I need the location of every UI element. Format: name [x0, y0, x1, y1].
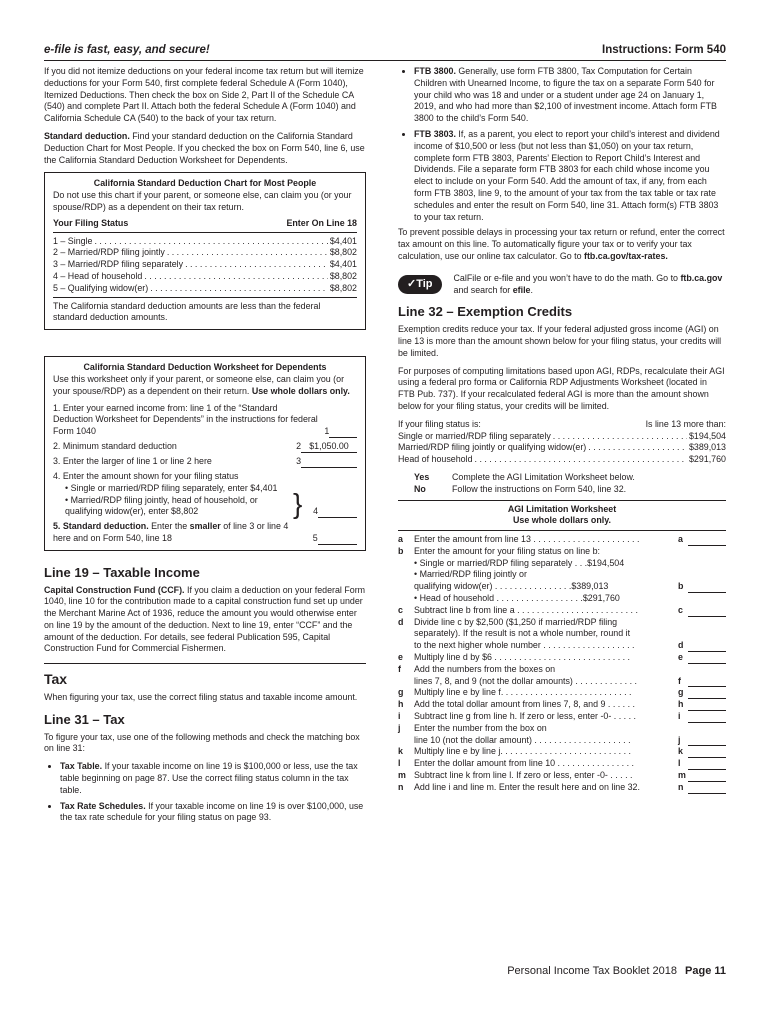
agi-entry-field[interactable]: [688, 534, 726, 546]
tax-heading: Tax: [44, 671, 68, 688]
right-column: [398, 66, 726, 794]
agi-entry-field[interactable]: [688, 746, 726, 758]
line-3-field[interactable]: [301, 456, 357, 468]
chart-footnote: The California standard deduction amounts are less than the federal standard deduction amounts.: [53, 300, 321, 323]
tax-rate-schedules-item: • Tax Rate Schedules. If your taxable income on line 19 is over $100,000, use the tax rate schedule for your filing status on page 93.: [60, 801, 366, 825]
agi-entry-field[interactable]: [688, 581, 726, 593]
status-row: Head of household . . . $291,760: [398, 454, 726, 466]
worksheet-line-4: 4. Enter the amount shown for your filing status: [53, 470, 239, 481]
tax-rates-link[interactable]: ftb.ca.gov/tax-rates.: [584, 250, 668, 261]
agi-entry-field: [688, 628, 726, 640]
chart-row: 4 – Head of household . . . $8,802: [53, 271, 357, 283]
line-19-heading: Line 19 – Taxable Income: [44, 564, 200, 580]
agi-worksheet-line: separately). If the result is not a whole number, round it: [398, 628, 726, 640]
agi-worksheet-line: j Enter the number from the box on: [398, 723, 726, 735]
status-row: Married/RDP filing jointly or qualifying widow(er) . . . $389,013: [398, 442, 726, 454]
ftb3800-item: • FTB 3800. Generally, use form FTB 3800, Tax Computation for Certain Children with Unearned Income, to figure the tax on a separate Form 540 for your child who was 18 and under or a student under age 24 on January 1, 2019, and who had more than $2,100 of investment income. Attach form FTB 3800 to the child’s Form 540.: [414, 66, 726, 125]
line-32-paragraph-1: Exemption credits reduce your tax. If your federal adjusted gross income (AGI) on line 13 is more than the amount shown below for your filing status, your credits will be limited.: [398, 324, 722, 358]
ftb3803-item: • FTB 3803. If, as a parent, you elect to report your child’s interest and dividend income of $10,500 or less (but not less than $1,050) on your tax return, complete form FTB 3803, Parents’ Election to Report Child’s Interest and Dividends. File a separate form FTB 3803 for each child whose income you elect to include on your Form 540. Add the amount of tax, if any, from each form FTB 3803, line 9, to the amount of your tax from the tax table or tax rate schedules and enter the result on Form 540, line 31. Attach form(s) FTB 3803 to your tax return.: [414, 129, 726, 223]
status-row: Single or married/RDP filing separately . . . $194,504: [398, 431, 726, 443]
agi-entry-field[interactable]: [688, 699, 726, 711]
header-rule: [44, 60, 726, 61]
agi-worksheet-line: h Add the total dollar amount from lines 7, 8, and 9 . . . . . . h: [398, 699, 726, 711]
ftb-link[interactable]: ftb.ca.gov: [680, 272, 723, 283]
agi-entry-field[interactable]: [688, 758, 726, 770]
agi-entry-field[interactable]: [688, 676, 726, 688]
page-footer: Personal Income Tax Booklet 2018 Page 11: [507, 965, 726, 977]
chart-header: Your Filing Status Enter On Line 18: [53, 217, 357, 228]
line-1-field[interactable]: [329, 426, 357, 438]
chart-row: 2 – Married/RDP filing jointly . . . $8,802: [53, 247, 357, 259]
agi-entry-field: [688, 617, 726, 629]
agi-worksheet-line: b Enter the amount for your filing status on line b:: [398, 546, 726, 558]
agi-worksheet-line: • Head of household . . . . . . . . . . . . . . . . . .$291,760: [398, 593, 726, 605]
agi-worksheet-line: • Married/RDP filing jointly or: [398, 569, 726, 581]
agi-worksheet-line: lines 7, 8, and 9 (not the dollar amounts) . . . . . . . . . . . . . f: [398, 676, 726, 688]
tip-box: [398, 273, 726, 297]
worksheet-line-5: 5. Standard deduction. Enter the smaller of line 3 or line 4 here and on Form 540, line 18 5: [53, 521, 357, 545]
agi-entry-field[interactable]: [688, 735, 726, 747]
agi-worksheet: [398, 500, 726, 794]
agi-entry-field[interactable]: [688, 711, 726, 723]
agi-entry-field: [688, 593, 726, 605]
chart-title: California Standard Deduction Chart for Most People: [93, 178, 317, 189]
worksheet-intro: Use this worksheet only if your parent, or someone else, can claim you (or your spouse/RDP) as a dependent on their return. Use whole dollars only.: [53, 373, 350, 396]
worksheet-line-4-options: • Single or married/RDP filing separately, enter $4,401 • Married/RDP filing jointly, head of household, or qualifying widow(er), enter $8,802 } 4: [53, 483, 357, 518]
chart-note: Do not use this chart if your parent, or someone else, can claim you (or your spouse/RDP) as a dependent on their tax return.: [53, 190, 352, 212]
worksheet-line-2: 2. Minimum standard deduction 2 $1,050.00: [53, 441, 357, 453]
line-31-paragraph: To figure your tax, use one of the following methods and check the matching box on line 31:: [44, 731, 360, 754]
line-32-heading: Line 32 – Exemption Credits: [398, 304, 573, 320]
tax-paragraph: When figuring your tax, use the correct filing status and taxable income amount.: [44, 692, 358, 703]
agi-entry-field[interactable]: [688, 605, 726, 617]
agi-worksheet-line: a Enter the amount from line 13 . . . . . . . . . . . . . . . . . . . . . . a: [398, 534, 726, 546]
standard-deduction-paragraph: Standard deduction. Find your standard deduction on the California Standard Deduction Chart for Most People. If you checked the box on Form 540, line 6, use the California Standard Deduction Worksheet for Dependents.: [44, 130, 365, 165]
status-header: If your filing status is: Is line 13 more than:: [398, 418, 726, 429]
agi-worksheet-line: g Multiply line e by line f. . . . . . . . . . . . . . . . . . . . . . . . . . . g: [398, 687, 726, 699]
standard-deduction-chart: [44, 172, 366, 330]
line-2-field: $1,050.00: [301, 441, 357, 453]
agi-subtitle: Use whole dollars only.: [513, 515, 611, 526]
agi-title: AGI Limitation Worksheet: [507, 503, 617, 514]
agi-worksheet-line: e Multiply line d by $6 . . . . . . . . . . . . . . . . . . . . . . . . . . . . e: [398, 652, 726, 664]
agi-entry-field[interactable]: [688, 652, 726, 664]
agi-entry-field: [688, 664, 726, 676]
agi-worksheet-line: qualifying widow(er) . . . . . . . . . . . . . . . .$389,013 b: [398, 581, 726, 593]
line-31-heading: Line 31 – Tax: [44, 711, 125, 727]
header-form-title: Instructions: Form 540: [602, 44, 726, 56]
line-32-paragraph-2: For purposes of computing limitations based upon AGI, RDPs, recalculate their AGI using a federal pro forma or California RDP Adjustments Worksheet (located in FTB Pub. 737). If your recalculated federal AGI is more than the amount shown below for your filing status, your credits will be limited.: [398, 365, 725, 411]
agi-entry-field[interactable]: [688, 687, 726, 699]
line-5-field[interactable]: [318, 533, 357, 545]
chart-row: 5 – Qualifying widow(er) . . . $8,802: [53, 283, 357, 295]
agi-entry-field: [688, 723, 726, 735]
dependents-worksheet: [44, 356, 366, 551]
itemize-paragraph: If you did not itemize deductions on your federal income tax return but will itemize deductions for your Form 540, first complete federal Schedule A (Form 1040), Itemized Deductions. Then check the box on Side 2, Part II of the Schedule CA (540) and complete Part II. Attach both the federal Schedule A (Form 1040) and California Schedule CA (540) to the back of your tax return.: [44, 66, 364, 124]
agi-worksheet-line: line 10 (not the dollar amount) . . . . . . . . . . . . . . . . . . . . j: [398, 735, 726, 747]
agi-worksheet-line: l Enter the dollar amount from line 10 . . . . . . . . . . . . . . . . l: [398, 758, 726, 770]
agi-worksheet-line: f Add the numbers from the boxes on: [398, 664, 726, 676]
chart-row: 3 – Married/RDP filing separately . . . $4,401: [53, 259, 357, 271]
agi-entry-field[interactable]: [688, 640, 726, 652]
tax-table-item: • Tax Table. If your taxable income on line 19 is $100,000 or less, use the tax table beginning on page 87. Use the correct filing status column in the tax table.: [60, 761, 366, 796]
chart-row: 1 – Single . . . $4,401: [53, 236, 357, 248]
agi-entry-field[interactable]: [688, 770, 726, 782]
left-column: [44, 66, 366, 828]
worksheet-line-1: 1. Enter your earned income from: line 1 of the “Standard Deduction Worksheet for Dependents” in the instructions for federal Form 1040 1: [53, 403, 357, 438]
worksheet-title: California Standard Deduction Worksheet for Dependents: [83, 362, 327, 373]
agi-entry-field: [688, 569, 726, 581]
tip-badge-icon: ✓Tip: [398, 275, 442, 295]
tip-text: CalFile or e-file and you won’t have to do the math. Go to ftb.ca.gov and search for efile.: [453, 272, 723, 295]
agi-worksheet-line: m Subtract line k from line l. If zero or less, enter -0- . . . . . m: [398, 770, 726, 782]
prevent-delays-paragraph: To prevent possible delays in processing your tax return or refund, enter the correct tax amount on this line. To automatically figure your tax or to verify your tax calculation, use our online tax calculator. Go to ftb.ca.gov/tax-rates.: [398, 227, 725, 261]
line-4-field[interactable]: [318, 506, 357, 518]
agi-worksheet-line: d Divide line c by $2,500 ($1,250 if married/RDP filing: [398, 617, 726, 629]
no-line: No Follow the instructions on Form 540, line 32.: [414, 483, 627, 494]
agi-worksheet-line: c Subtract line b from line a . . . . . . . . . . . . . . . . . . . . . . . . . c: [398, 605, 726, 617]
yes-line: Yes Complete the AGI Limitation Worksheet below.: [414, 471, 635, 482]
agi-entry-field[interactable]: [688, 782, 726, 794]
agi-worksheet-line: i Subtract line g from line h. If zero or less, enter -0- . . . . . i: [398, 711, 726, 723]
agi-worksheet-line: k Multiply line e by line j. . . . . . . . . . . . . . . . . . . . . . . . . . . k: [398, 746, 726, 758]
agi-entry-field: [688, 558, 726, 570]
header-tagline: e-file is fast, easy, and secure!: [44, 44, 210, 56]
agi-entry-field: [688, 546, 726, 558]
agi-worksheet-line: n Add line i and line m. Enter the result here and on line 32. n: [398, 782, 726, 794]
worksheet-line-3: 3. Enter the larger of line 1 or line 2 here 3: [53, 456, 357, 468]
agi-worksheet-line: • Single or married/RDP filing separately . . .$194,504: [398, 558, 726, 570]
agi-worksheet-line: to the next higher whole number . . . . . . . . . . . . . . . . . . . d: [398, 640, 726, 652]
ccf-paragraph: Capital Construction Fund (CCF). If you claim a deduction on your federal Form 1040, line 10 for the contribution made to a capital construction fund set up under the Merchant Marine Act of 1936, reduce the amount you would otherwise enter on line 19 by the amount of the deduction. Next to line 19, enter “CCF” and the amount of the deduction. For details, see federal Publication 595, Capital Construction Fund for Commercial Fishermen.: [44, 584, 366, 654]
